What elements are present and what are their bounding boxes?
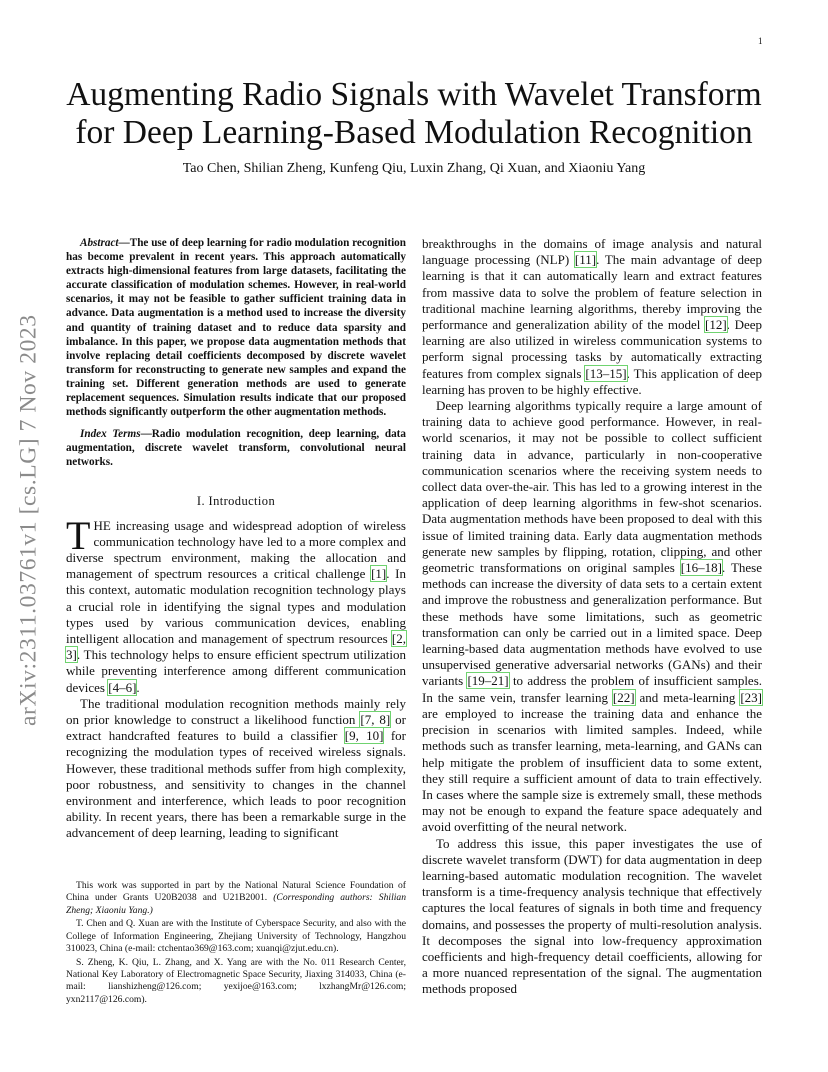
text-span: This work was supported in part by the National Natural Science Foundation of China under Grants U20B2038 and U21B2001. — [66, 880, 406, 904]
intro-small-caps: HE — [93, 517, 111, 533]
corresponding-authors-note: (Corresponding authors: Shilian Zheng; Xiaoniu Yang.) — [66, 892, 406, 916]
citation-link[interactable]: [23] — [740, 689, 762, 705]
text-span: to address the problem of insufficient samples. In the same vein, transfer learning — [422, 673, 763, 705]
text-span: are employed to increase the training data and enhance the precision in scenarios with limited samples. Indeed, while methods such as transfer learning, meta-learning, and GANs can help mitigate the problem of insufficient data to some extent, they still require a sufficient amount of data to train effectively. In cases where the sample size is extremely small, these methods may not be enough to expand the feature space adequately and avoid overfitting of the neural network. — [422, 705, 762, 835]
author-list: Tao Chen, Shilian Zheng, Kunfeng Qiu, Luxin Zhang, Qi Xuan, and Xiaoniu Yang — [182, 161, 646, 176]
intro-paragraph-4 — [422, 398, 762, 835]
text-span: breakthroughs in the domains of image analysis and natural language processing (NLP) — [422, 236, 762, 268]
text-span: Deep learning algorithms typically require a large amount of training data to achieve good performance. However, in real-world scenarios, it may not be possible to collect sufficient training data in advance, particularly in non-cooperative communication scenarios where the receiving system needs to collect data over-the-air. This has led to a growing interest in the application of deep learning algorithms in few-shot scenarios. Data augmentation methods have been proposed to deal with this issue of limited training data. Early data augmentation methods generate new samples by flipping, rotation, clipping, and other geometric transformations on original samples — [422, 398, 762, 576]
text-span: increasing usage and widespread adoption of wireless communication technology have led to a more complex and diverse spectrum environment, making the allocation and management of spectrum resources a critical challenge — [66, 517, 406, 582]
paper-title — [40, 76, 788, 152]
text-span: . Deep learning are also utilized in wireless communication systems to perform signal processing tasks by automatically extracting features from complex signals — [422, 317, 762, 381]
intro-paragraph-2 — [66, 696, 406, 842]
footnotes — [66, 880, 406, 1007]
text-span: for recognizing the modulation types of received wireless signals. However, these traditional methods suffer from high complexity, poor robustness, and sensitivity to changes in the channel environment and interference, which leads to poor recognition ability. In recent years, there has been a remarkable surge in the advancement of deep learning, leading to significant — [66, 728, 406, 841]
index-terms — [66, 427, 406, 469]
citation-link[interactable]: [13–15] — [585, 365, 627, 381]
index-terms-paragraph — [66, 427, 406, 469]
citation-link[interactable]: [11] — [574, 252, 597, 268]
footnote-affiliation-2: S. Zheng, K. Qiu, L. Zhang, and X. Yang are with the No. 011 Research Center, National Key Laboratory of Electromagnetic Space Security, Jiaxing 314033, China (e-mail: lianshizheng@126.com; yexijoe@163.com; lxzhangMr@126.com; yxn2117@126.com). — [66, 956, 406, 1005]
abstract-paragraph — [66, 236, 406, 419]
text-span: . These methods can increase the diversity of data sets to a certain extent and improve the robustness and generalization performance. But these methods have some limitations, such as geometric transformation can only be carried out in a limited space. Deep learning-based data augmentation methods have evolved to use unsupervised generative adversarial networks (GANs) and their variants — [422, 560, 762, 689]
left-column — [66, 236, 406, 842]
citation-link[interactable]: [19–21] — [467, 673, 509, 689]
text-span: or extract handcrafted features to build a classifier — [66, 711, 406, 744]
title-line-2: for Deep Learning-Based Modulation Recognition — [75, 114, 753, 151]
citation-link[interactable]: [2, 3] — [66, 630, 406, 663]
intro-paragraph-3 — [422, 236, 762, 398]
citation-link[interactable]: [22] — [612, 689, 635, 705]
index-terms-text: —Radio modulation recognition, deep learning, data augmentation, discrete wavelet transform, convolutional neural networks. — [66, 428, 406, 469]
title-line-1: Augmenting Radio Signals with Wavelet Transform — [66, 76, 762, 113]
citation-link[interactable]: [12] — [705, 317, 727, 333]
text-span: . — [136, 679, 140, 695]
text-span: The traditional modulation recognition methods mainly rely on prior knowledge to construct a likelihood function — [66, 695, 406, 727]
abstract — [66, 236, 406, 419]
footnote-funding — [66, 880, 406, 917]
intro-paragraph-1 — [66, 512, 406, 696]
citation-link[interactable]: [1] — [371, 566, 387, 582]
page-number: 1 — [758, 36, 763, 46]
text-span: and meta-learning — [634, 689, 741, 705]
section-heading-introduction: I. Introduction — [196, 493, 276, 508]
citation-link[interactable]: [4–6] — [108, 679, 137, 695]
text-span: . The main advantage of deep learning is that it can automatically learn and extract features from massive data to solve the problem of feature selection in traditional machine learning algorithms, thereby improving the performance and generalization ability of the model — [422, 252, 762, 333]
text-span: . In this context, automatic modulation recognition technology plays a crucial role in identifying the signal types and modulation types used by various communication devices, enabling intelligent allocation and management of spectrum resources — [66, 566, 406, 646]
drop-cap: T — [66, 512, 91, 558]
arxiv-identifier-stamp[interactable]: arXiv:2311.03761v1 [cs.LG] 7 Nov 2023 — [15, 314, 42, 726]
right-column — [422, 236, 762, 998]
abstract-text: —The use of deep learning for radio modulation recognition has become prevalent in recent years. This approach automatically extracts high-dimensional features from large datasets, facilitating the accurate classification of modulation schemes. However, in real-world scenarios, it may not be feasible to gather sufficient training data in advance. Data augmentation is a method used to increase the diversity and quantity of training dataset and to reduce data sparsity and imbalance. In this paper, we propose data augmentation methods that involve replacing detail coefficients decomposed by discrete wavelet transform for reconstructing to generate new samples and expand the training set. Different generation methods are used to generate replacement sequences. Simulation results indicate that our proposed methods significantly outperform the other augmentation methods. — [66, 237, 406, 419]
text-span: . This application of deep learning has proven to be highly effective. — [422, 365, 762, 397]
intro-paragraph-5: To address this issue, this paper investigates the use of discrete wavelet transform (DWT) for data augmentation in deep learning-based automatic modulation recognition. The wavelet transform is a time-frequency analysis technique that effectively captures the local features of signals in both time and frequency domains, and possesses the property of multi-resolution analysis. It decomposes the signal into low-frequency approximation coefficients and high-frequency detail coefficients, allowing for a more nuanced representation of the signal. The augmentation methods proposed — [422, 835, 762, 997]
abstract-label: Abstract — [80, 237, 119, 249]
text-span: . This technology helps to ensure efficient spectrum utilization while preventing interference among different communication devices — [66, 647, 406, 695]
index-terms-label: Index Terms — [80, 428, 141, 441]
footnote-affiliation-1: T. Chen and Q. Xuan are with the Institute of Cyberspace Security, and also with the College of Information Engineering, Zhejiang University of Technology, Hangzhou 310023, China (e-mail: ctchentao369@163.com; xuanqi@zjut.edu.cn). — [66, 918, 406, 954]
citation-link[interactable]: [16–18] — [680, 560, 722, 576]
citation-link[interactable]: [7, 8] — [360, 711, 391, 727]
citation-link[interactable]: [9, 10] — [344, 728, 384, 744]
